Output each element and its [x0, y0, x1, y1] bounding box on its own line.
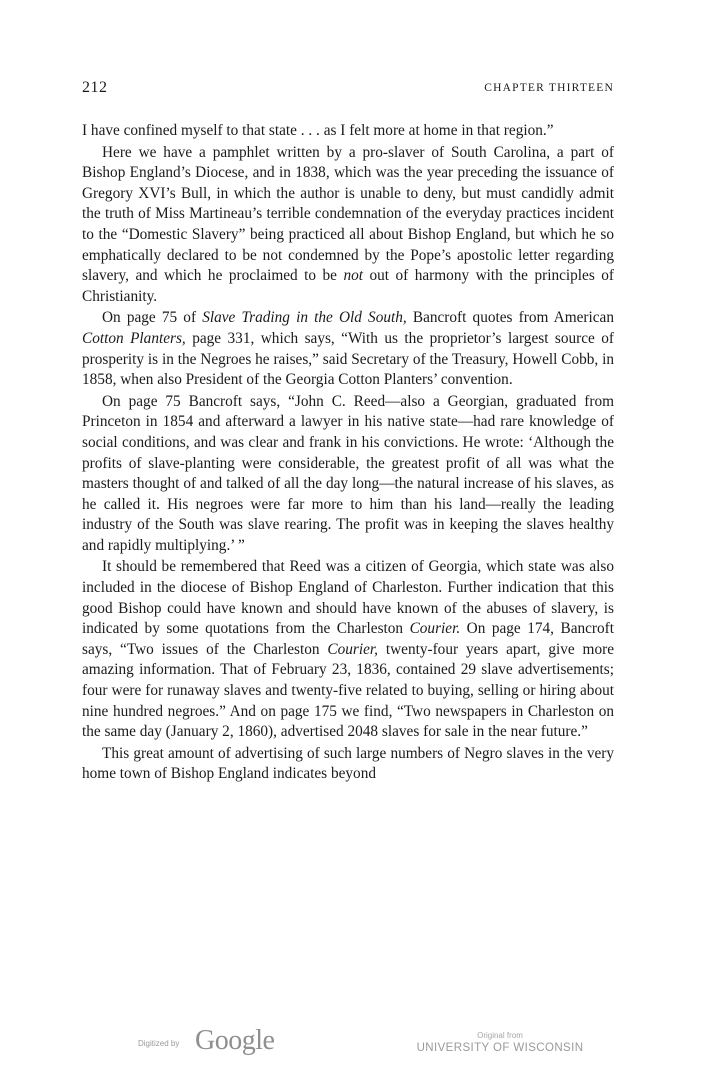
italic-text: Courier. — [409, 620, 461, 638]
text-run: Here we have a pamphlet written by a pro-slaver of South Carolina, a part of Bishop England’s Diocese, and in 1838, which was the year preceding the issuance of Gregory XVI’s Bull, in which the author is unable to deny, but must candidly admit the truth of Miss Martineau’s terrible condemnation of the everyday practices incident to the “Domestic Slavery” being practiced all about Bishop England, but which he so emphatically declared to be not condemned by the Pope’s apostolic letter regarding slavery, and which he proclaimed to be — [82, 143, 614, 285]
text-run: Bancroft quotes from American — [406, 309, 614, 327]
italic-text: Cotton Planters, — [82, 329, 186, 347]
paragraph — [82, 308, 614, 390]
university-label: UNIVERSITY OF WISCONSIN — [416, 1042, 584, 1054]
page-number: 212 — [82, 79, 108, 96]
text-run: It should be remembered that Reed was a citizen of Georgia, which state was also included in the diocese of Bishop England of Charleston. Further indication that this good Bishop could have known and should have known of the abuses of slavery, is indicated by some quotations from the Charleston — [82, 558, 614, 638]
text-run: This great amount of advertising of such large numbers of Negro slaves in the very home town of Bishop England indicates beyond — [82, 744, 614, 783]
body-text — [82, 121, 614, 785]
chapter-title: CHAPTER THIRTEEN — [484, 82, 614, 94]
italic-text: Slave Trading in the Old South, — [202, 309, 407, 327]
paragraph — [82, 744, 614, 785]
paragraph — [82, 392, 614, 557]
original-from-label: Original from — [477, 1031, 523, 1040]
scan-footer — [0, 1025, 711, 1065]
text-run: out of harmony with the principles of Christianity. — [82, 267, 614, 305]
paragraph — [82, 143, 614, 308]
text-run: On page 75 Bancroft says, “John C. Reed—also a Georgian, graduated from Princeton in 1854 and afterward a lawyer in his native state—had rare knowledge of social conditions, and was clear and frank in his convictions. He wrote: ‘Although the profits of slave-planting were considerable, the greatest profit of all was what the masters thought of and talked of all the day long—the natural increase of his slaves, as he called it. His negroes were far more to him than his land—really the leading industry of the South was slave rearing. The profit was in keeping the slaves healthy and rapidly multiplying.’ ” — [82, 392, 614, 554]
italic-text: Courier, — [327, 640, 378, 658]
digitized-by-label: Digitized by — [138, 1039, 180, 1048]
italic-text: not — [343, 267, 363, 285]
google-logo: Google — [195, 1025, 275, 1056]
text-run: twenty-four years apart, give more amazing information. That of February 23, 1836, contained 29 slave advertisements; four were for runaway slaves and twenty-five related to buying, selling or hiring about nine hundred negroes.” And on page 175 we find, “Two newspapers in Charleston on the same day (January 2, 1860), advertised 2048 slaves for sale in the near future.” — [82, 640, 614, 741]
text-run: I have confined myself to that state . . . as I felt more at home in that region.” — [82, 122, 554, 139]
running-header — [82, 79, 614, 101]
text-run: On page 174, Bancroft says, “Two issues of the Charleston — [82, 620, 615, 658]
paragraph — [82, 557, 614, 742]
text-run: On page 75 of — [102, 309, 203, 327]
paragraph — [82, 121, 614, 142]
text-run: page 331, which says, “With us the proprietor’s largest source of prosperity is in the Negroes he raises,” said Secretary of the Treasury, Howell Cobb, in 1858, when also President of the Georgia Cotton Planters’ convention. — [82, 329, 614, 389]
